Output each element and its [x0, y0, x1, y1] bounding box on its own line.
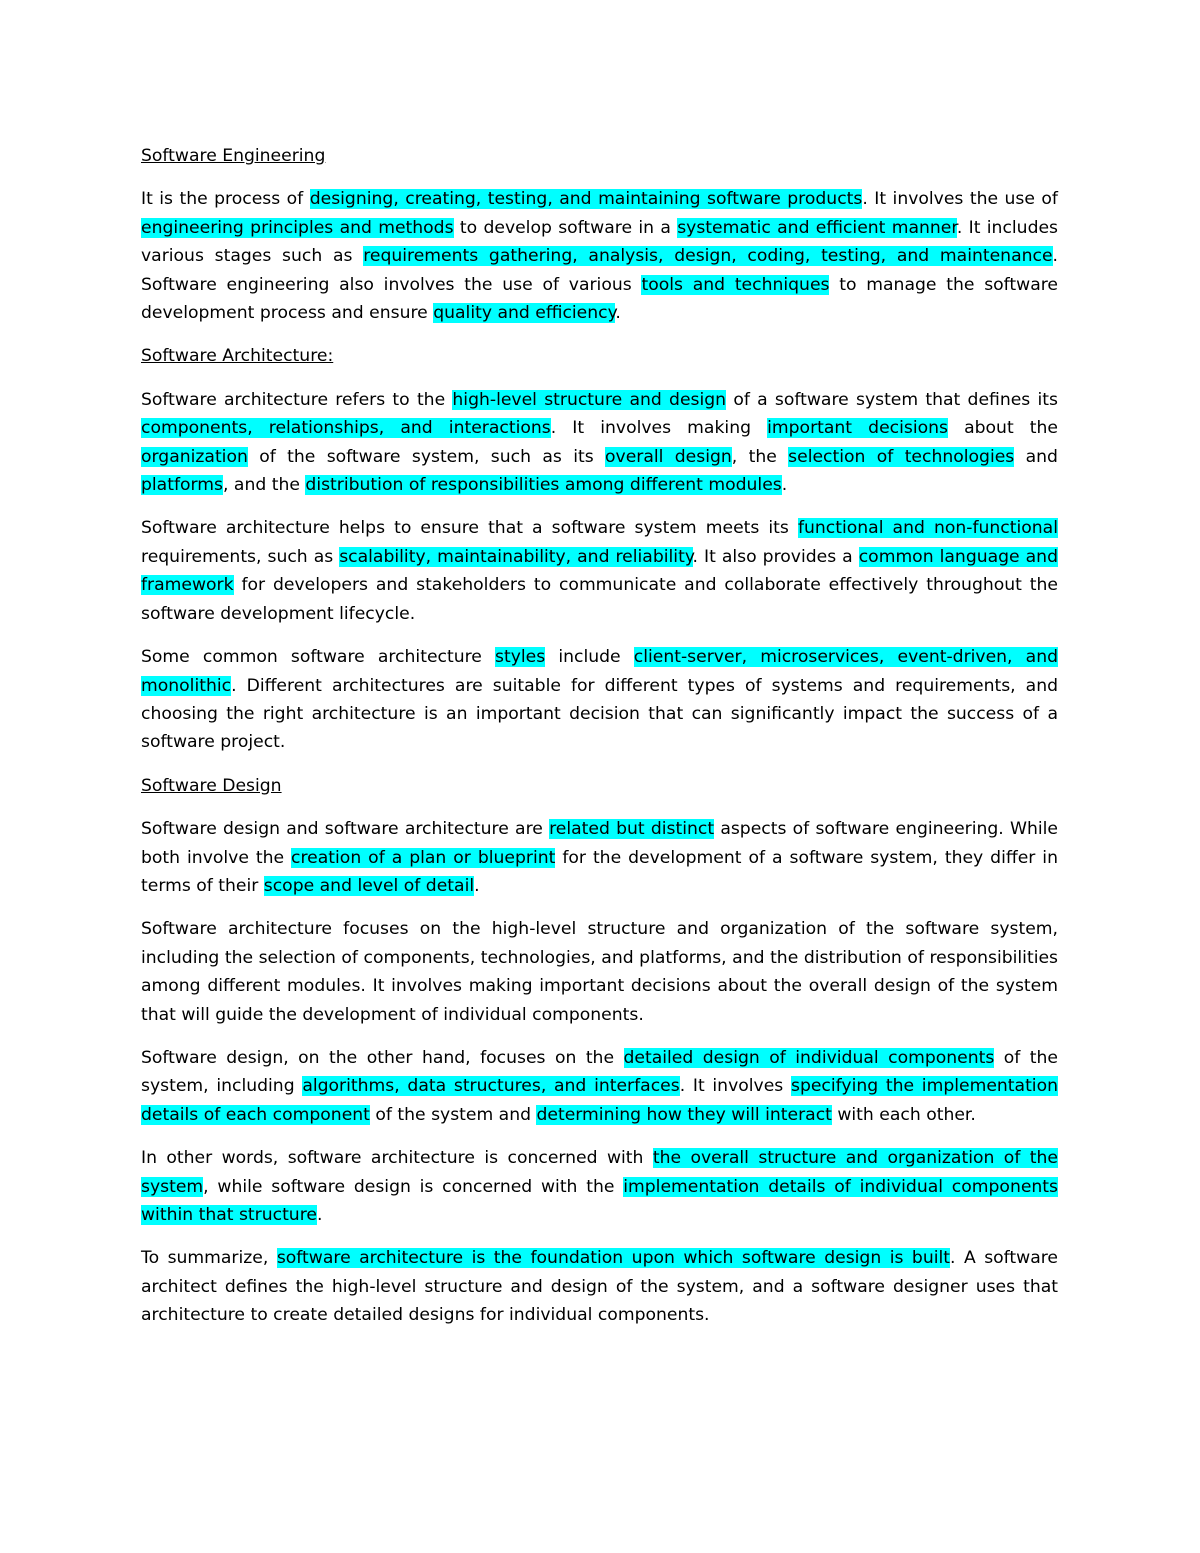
paragraph: [141, 1244, 1058, 1329]
highlighted-text: styles: [495, 647, 546, 668]
highlighted-text: distribution of responsibilities among different modules: [305, 475, 782, 496]
paragraph: [141, 1144, 1058, 1229]
highlighted-text: quality and efficiency: [433, 303, 616, 324]
paragraph: [141, 514, 1058, 628]
text-run: to develop software in a: [453, 217, 678, 238]
highlighted-text: components, relationships, and interactions: [141, 418, 551, 439]
section-heading: Software Architecture:: [141, 346, 334, 367]
text-run: . It includes various stages such as: [141, 217, 1059, 267]
text-run: and: [1014, 446, 1058, 467]
text-run: Some common software architecture: [141, 647, 496, 668]
text-run: Software architecture refers to the: [141, 389, 453, 410]
text-run: . Different architectures are suitable for different types of systems and requirements, and choosing the right architecture is an important decision that can significantly impact the success of a software project.: [141, 675, 1058, 753]
text-run: for developers and stakeholders to communicate and collaborate effectively throughout the software development lifecycle.: [141, 575, 1058, 624]
highlighted-text: selection of technologies: [788, 446, 1015, 467]
highlighted-text: scalability, maintainability, and reliability: [339, 546, 693, 567]
text-run: with each other.: [831, 1104, 976, 1125]
text-run: aspects of software engineering. While both involve the: [141, 819, 1059, 868]
highlighted-text: related but distinct: [549, 819, 715, 840]
text-run: . It involves making: [550, 418, 768, 439]
paragraph: [141, 386, 1058, 500]
highlighted-text: platforms: [141, 475, 223, 496]
highlighted-text: important decisions: [767, 418, 948, 439]
text-run: , the: [731, 446, 789, 467]
text-run: .: [316, 1205, 323, 1225]
text-run: .: [474, 875, 480, 896]
highlighted-text: specifying the implementation details of each component: [141, 1076, 1058, 1125]
highlighted-text: software architecture is the foundation upon which software design is built: [276, 1248, 951, 1269]
text-run: requirements, such as: [141, 546, 340, 567]
highlighted-text: overall design: [605, 446, 732, 467]
highlighted-text: creation of a plan or blueprint: [291, 847, 556, 868]
paragraph: [141, 643, 1058, 757]
highlighted-text: requirements gathering, analysis, design, coding, testing, and maintenance: [363, 246, 1053, 267]
highlighted-text: common language and framework: [141, 546, 1058, 596]
highlighted-text: client-server, microservices, event-driven, and monolithic: [141, 647, 1058, 696]
text-run: .: [615, 303, 621, 324]
paragraph: [141, 1044, 1058, 1129]
highlighted-text: determining how they will interact: [536, 1104, 832, 1125]
text-run: for the development of a software system, they differ in terms of their: [141, 847, 1058, 896]
text-run: Software design, on the other hand, focuses on the: [141, 1047, 624, 1068]
highlighted-text: organization: [141, 446, 248, 467]
paragraph: [141, 815, 1058, 900]
highlighted-text: implementation details of individual components within that structure: [141, 1176, 1058, 1225]
highlighted-text: scope and level of detail: [263, 875, 475, 896]
text-run: . A software architect defines the high-level structure and design of the system, and a software designer uses that architecture to create detailed designs for individual components.: [141, 1248, 1059, 1326]
text-run: .: [781, 475, 788, 496]
highlighted-text: high-level structure and design: [452, 389, 727, 410]
document-body: [141, 142, 1058, 1345]
text-run: of the system and: [369, 1104, 537, 1125]
text-run: of the system, including: [141, 1047, 1059, 1097]
text-run: Software architecture helps to ensure that a software system meets its: [141, 518, 798, 539]
text-run: , while software design is concerned with the: [203, 1176, 624, 1197]
text-run: . It involves the use of: [862, 189, 1058, 210]
section-heading: Software Engineering: [141, 146, 326, 166]
highlighted-text: tools and techniques: [641, 274, 830, 295]
text-run: include: [545, 647, 634, 668]
text-run: . It also provides a: [692, 546, 859, 567]
paragraph: [141, 915, 1058, 1029]
text-run: Software design and software architecture are: [141, 819, 550, 840]
text-run: . It involves: [679, 1076, 791, 1097]
paragraph: [141, 185, 1058, 327]
highlighted-text: detailed design of individual components: [623, 1047, 995, 1068]
highlighted-text: systematic and efficient manner: [677, 217, 957, 238]
section-heading: Software Design: [141, 775, 282, 796]
highlighted-text: engineering principles and methods: [141, 217, 454, 238]
text-run: of a software system that defines its: [726, 389, 1058, 410]
text-run: To summarize,: [141, 1248, 277, 1269]
text-run: . Software engineering also involves the use of various: [141, 246, 1058, 295]
highlighted-text: algorithms, data structures, and interfaces: [302, 1076, 680, 1097]
text-run: of the software system, such as its: [247, 446, 606, 467]
text-run: about the: [947, 418, 1059, 439]
highlighted-text: functional and non-functional: [797, 518, 1058, 539]
text-run: In other words, software architecture is concerned with: [141, 1148, 653, 1169]
highlighted-text: the overall structure and organization of the system: [141, 1148, 1059, 1197]
text-run: It is the process of: [141, 189, 310, 210]
text-run: , and the: [223, 475, 306, 496]
text-run: to manage the software development process and ensure: [141, 274, 1059, 324]
highlighted-text: designing, creating, testing, and maintaining software products: [309, 189, 863, 210]
text-run: Software architecture focuses on the high-level structure and organization of the software system, including the selection of components, technologies, and platforms, and the distribution of responsibilities among different modules. It involves making important decisions about the overall design of the system that will guide the development of individual components.: [141, 919, 1058, 1025]
